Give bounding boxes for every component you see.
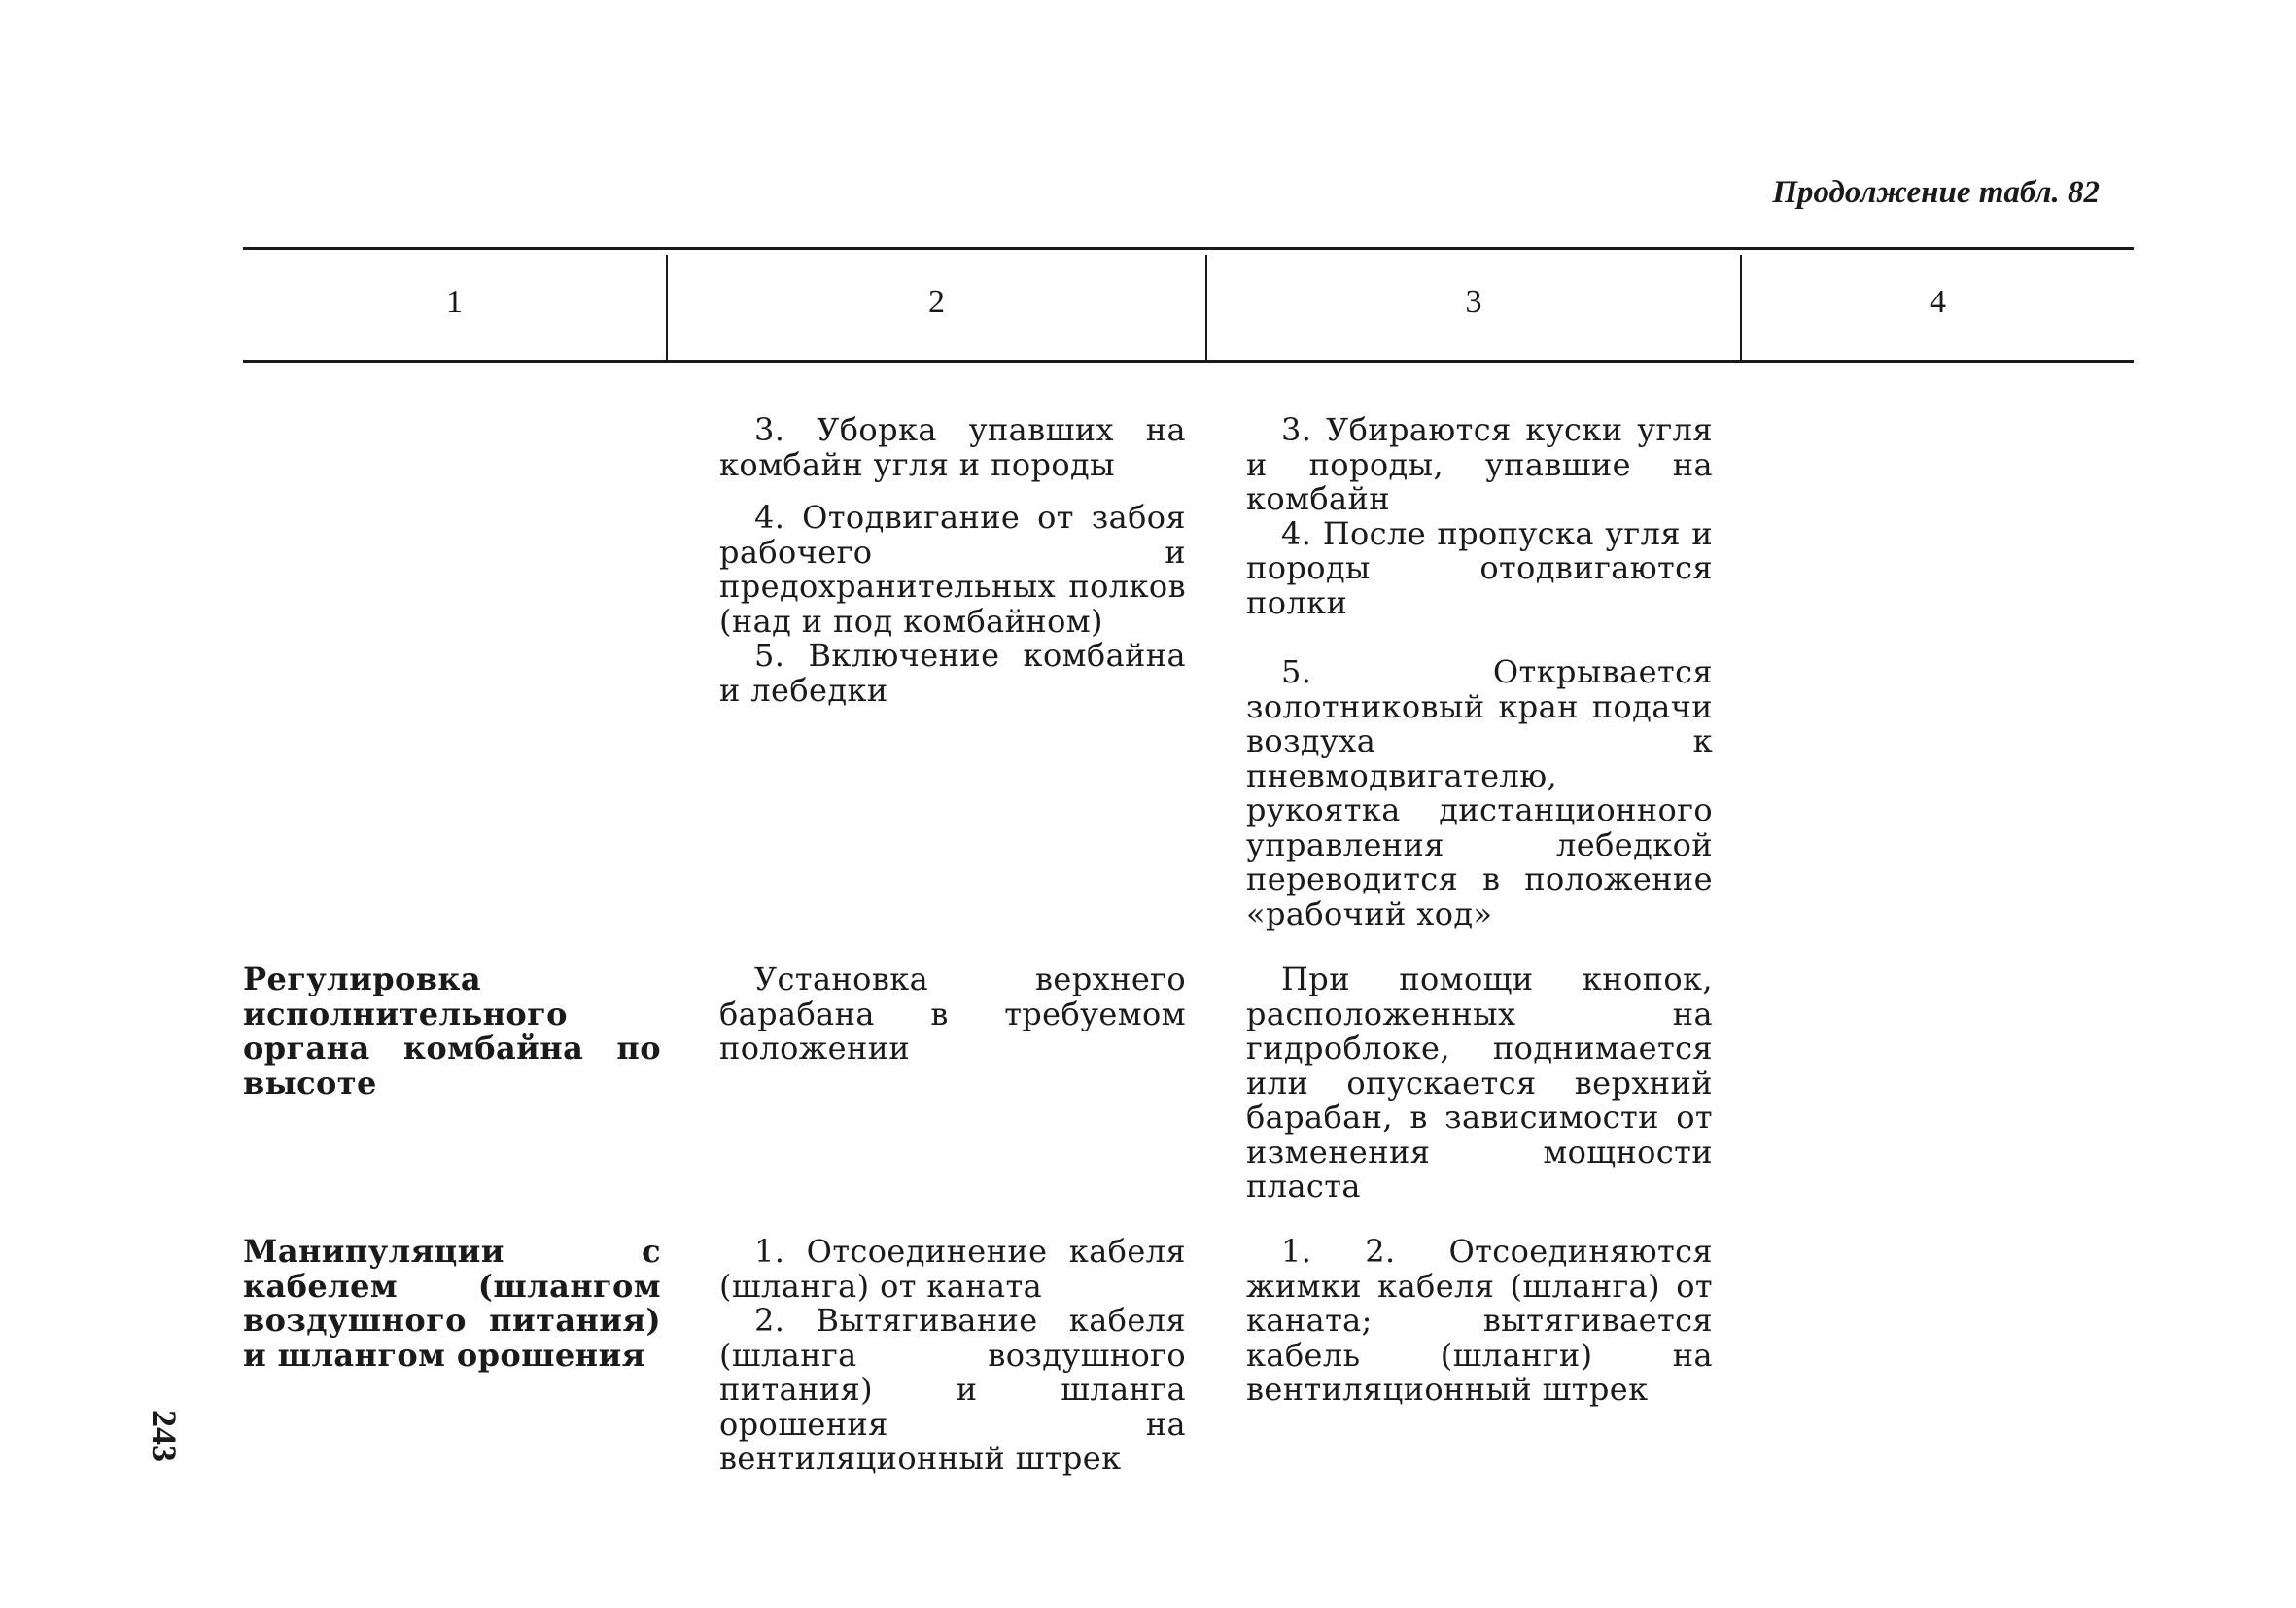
row1-col3-item: 4. После пропуска угля и породы отодвигаются полки bbox=[1246, 514, 1713, 621]
header-col-2: 2 bbox=[928, 284, 945, 320]
row3-col2-item: 2. Вытягивание кабеля (шланга воздушного питания) и шланга орошения на вентиляционный штрек bbox=[719, 1302, 1186, 1477]
row3-col1 bbox=[243, 1235, 661, 1373]
row2-col2 bbox=[719, 962, 1186, 1066]
table-caption: Продолжение табл. 82 bbox=[1772, 175, 2100, 210]
row1-col2 bbox=[719, 413, 1186, 708]
row1-col3 bbox=[1246, 413, 1713, 931]
row2-col1 bbox=[243, 962, 661, 1101]
row3-col1-text: Манипуляции с кабелем (шлангом воздушного питания) и шлангом орошения bbox=[243, 1233, 661, 1374]
row3-col2-item: 1. Отсоединение кабеля (шланга) от каната bbox=[719, 1233, 1186, 1305]
row1-col3-item: 3. Убираются куски угля и породы, упавшие на комбайн bbox=[1246, 411, 1713, 517]
row2-col1-text: Регулировка исполнительного органа комбайна по высоте bbox=[243, 961, 661, 1101]
row1-col2-item: 3. Уборка упавших на комбайн угля и породы bbox=[719, 411, 1186, 483]
row1-col2-item: 5. Включение комбайна и лебедки bbox=[719, 637, 1186, 709]
header-bottom-rule bbox=[243, 360, 2134, 363]
page-number: 243 bbox=[145, 1410, 184, 1462]
row3-col2 bbox=[719, 1235, 1186, 1477]
header-col-4: 4 bbox=[1930, 284, 1946, 320]
row2-col2-item: Установка верхнего барабана в требуемом положении bbox=[719, 961, 1186, 1066]
row3-col3 bbox=[1246, 1235, 1713, 1408]
row2-col3-item: При помощи кнопок, расположенных на гидроблоке, поднимается или опускается верхний барабан, в зависимости от изменения мощности пласта bbox=[1246, 961, 1713, 1205]
row3-col3-item: 1. 2. Отсоединяются жимки кабеля (шланга) от каната; вытягивается кабель (шланги) на вентиляционный штрек bbox=[1246, 1233, 1713, 1408]
header-col-3: 3 bbox=[1465, 284, 1482, 320]
row1-col2-item: 4. Отодвигание от забоя рабочего и предохранительных полков (над и под комбайном) bbox=[719, 499, 1186, 640]
top-rule bbox=[243, 247, 2134, 250]
header-col-1: 1 bbox=[446, 284, 463, 320]
row2-col3 bbox=[1246, 962, 1713, 1205]
row1-col3-item: 5. Открывается золотниковый кран подачи воздуха к пневмодвигателю, рукоятка дистанционного управления лебедкой переводится в положение «рабочий ход» bbox=[1246, 653, 1713, 932]
